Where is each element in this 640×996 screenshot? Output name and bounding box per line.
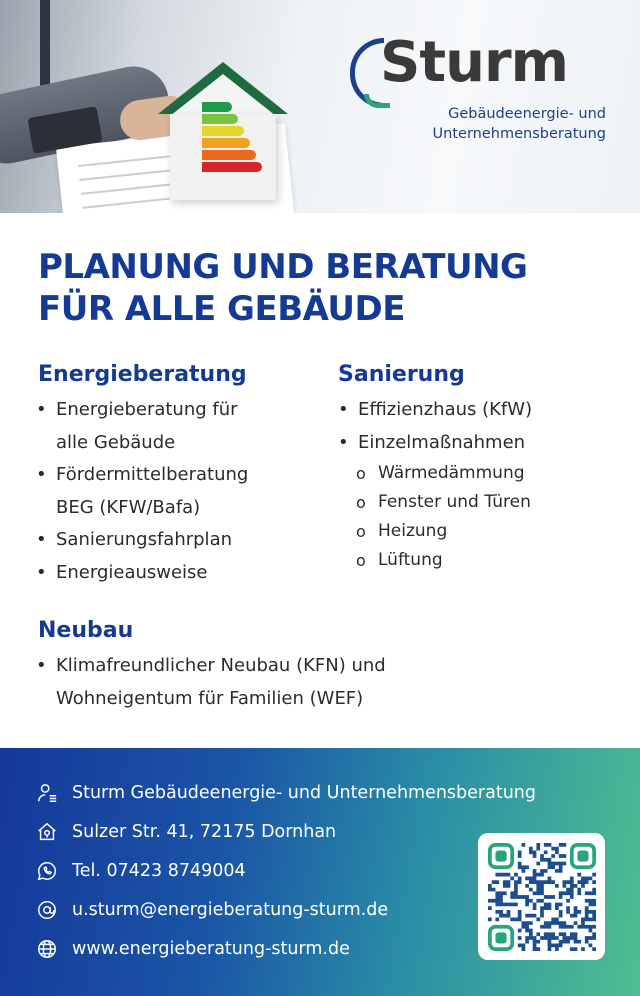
globe-icon <box>36 938 58 960</box>
sublist-item: o Lüftung <box>356 546 628 575</box>
contact-footer <box>0 748 640 996</box>
list-item <box>36 557 316 590</box>
content-area <box>0 213 640 748</box>
sanierung-list <box>338 394 628 575</box>
sublist-item: o Wärmedämmung <box>356 459 628 488</box>
contact-website[interactable] <box>36 934 350 964</box>
contact-address <box>36 817 336 847</box>
list-item-line: Energieberatung für <box>56 399 238 420</box>
section-title-neubau: Neubau <box>38 618 134 643</box>
energy-house-model <box>158 62 288 202</box>
headline-line1: PLANUNG UND BERATUNG <box>38 247 528 287</box>
list-item <box>36 394 316 459</box>
person-icon <box>36 782 58 804</box>
list-item-line: Klimafreundlicher Neubau (KFN) und <box>56 655 386 676</box>
contact-company <box>36 778 536 808</box>
address-text: Sulzer Str. 41, 72175 Dornhan <box>72 822 337 842</box>
list-item <box>338 427 628 576</box>
qr-code[interactable] <box>478 833 605 960</box>
list-item <box>36 650 616 715</box>
house-location-icon <box>36 821 58 843</box>
list-item-line: Sanierungsfahrplan <box>56 529 233 550</box>
contact-phone[interactable] <box>36 856 246 886</box>
energieberatung-list <box>36 394 316 589</box>
phone-text[interactable]: Tel. 07423 8749004 <box>72 861 246 881</box>
list-item-line: Einzelmaßnahmen <box>358 431 526 453</box>
logo-tagline-line2: Unternehmensberatung <box>432 126 606 142</box>
at-sign-icon <box>36 899 58 921</box>
email-link[interactable]: u.sturm@energieberatung-sturm.de <box>72 900 389 920</box>
list-item-line: Wohneigentum für Familien (WEF) <box>56 687 364 709</box>
list-item <box>36 459 316 524</box>
company-name: Sturm Gebäudeenergie- und Unternehmensberatung <box>72 783 536 803</box>
einzelmassnahmen-sublist <box>356 459 628 575</box>
section-title-sanierung: Sanierung <box>338 362 465 387</box>
sublist-item: o Fenster und Türen <box>356 488 628 517</box>
logo-name: Sturm <box>380 30 568 95</box>
whatsapp-phone-icon <box>36 860 58 882</box>
website-link[interactable]: www.energieberatung-sturm.de <box>72 939 350 959</box>
list-item-line: Energieausweise <box>56 561 208 583</box>
list-item-line: alle Gebäude <box>56 431 176 453</box>
list-item-line: BEG (KFW/Bafa) <box>56 496 201 518</box>
qr-code-image <box>488 843 596 951</box>
contact-email[interactable] <box>36 895 388 925</box>
section-title-energieberatung: Energieberatung <box>38 362 247 387</box>
neubau-list <box>36 650 616 715</box>
company-logo <box>350 30 620 150</box>
list-item-line: Fördermittelberatung <box>56 464 249 485</box>
headline-line2: FÜR ALLE GEBÄUDE <box>38 289 405 329</box>
sublist-item: o Heizung <box>356 517 628 546</box>
energy-rating-bars <box>202 102 262 174</box>
header-photo <box>0 0 640 213</box>
page-headline <box>38 246 618 330</box>
logo-tagline-line1: Gebäudeenergie- und <box>448 106 606 122</box>
logo-bubble-tail <box>364 94 390 108</box>
list-item: • Effizienzhaus (KfW) <box>338 394 628 427</box>
list-item <box>36 524 316 557</box>
